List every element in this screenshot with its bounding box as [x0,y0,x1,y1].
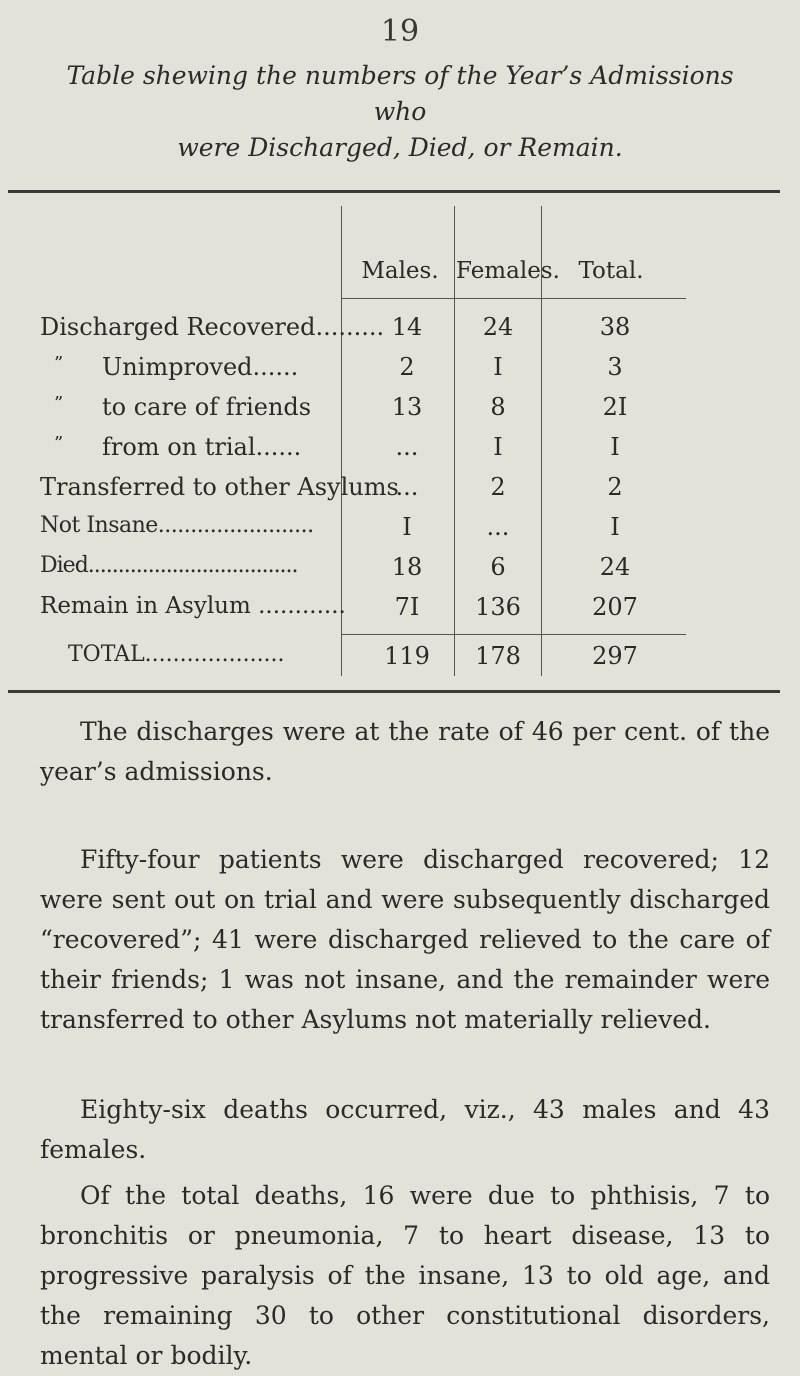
caption-line-2: were Discharged, Died, or Remain. [177,133,623,162]
paragraph-causes: Of the total deaths, 16 were due to phthisis, 7 to bronchitis or pneumonia, 7 to heart disease, 13 to progressive paralysis of the insane, 13 to old age, and the remaining 30 to other constitutional disorders, mental or bodily. [40,1181,770,1370]
ditto-mark: ” [54,393,64,414]
table-row [0,593,800,629]
row-label: to care of friends [102,393,312,421]
row-label: Not Insane........................ [40,513,314,538]
row-males: 18 [391,553,423,581]
row-females: ... [486,513,510,541]
table-row [0,353,800,389]
table-row [0,433,800,469]
header-total: Total. [578,258,644,284]
table-caption [40,58,760,166]
row-label: Discharged Recovered......... [40,313,385,341]
table-row [0,393,800,429]
row-label: Transferred to other Asylums [40,473,399,501]
total-row [0,642,800,678]
bottom-rule [8,690,780,693]
paragraph-discharge-rate: The discharges were at the rate of 46 per cent. of the year’s admissions. [40,717,770,786]
row-total: 2I [602,393,628,421]
total-females: 178 [475,642,521,670]
row-total: 2 [607,473,623,501]
table-row [0,313,800,349]
caption-line-1: Table shewing the numbers of the Year’s Admissions who [66,61,734,126]
row-males: ... [395,473,419,501]
row-total: 24 [599,553,631,581]
row-females: I [493,353,503,381]
row-females: 8 [490,393,506,421]
header-males: Males. [361,258,439,284]
table-row [0,473,800,509]
row-total: I [610,433,620,461]
row-females: 136 [475,593,521,621]
row-label: Died................................... [40,553,298,578]
table-row [0,553,800,589]
total-males: 119 [384,642,430,670]
header-rule [341,298,686,299]
row-females: 2 [490,473,506,501]
total-label: TOTAL.................... [68,642,285,667]
row-total: I [610,513,620,541]
row-males: ... [395,433,419,461]
row-total: 207 [592,593,638,621]
ditto-mark: ” [54,433,64,454]
row-males: 13 [391,393,423,421]
row-males: 2 [399,353,415,381]
row-label: Unimproved...... [102,353,299,381]
row-females: 6 [490,553,506,581]
header-females: Females. [456,258,560,284]
row-males: I [402,513,412,541]
paragraph-discharges: Fifty-four patients were discharged recovered; 12 were sent out on trial and were subsequently discharged “recovered”; 41 were discharged relieved to the care of their friends; 1 was not insane, and the remainder were transferred to other Asylums not materially relieved. [40,845,770,1034]
total-total: 297 [592,642,638,670]
total-rule [341,634,686,635]
row-females: 24 [482,313,514,341]
row-label: from on trial...... [102,433,302,461]
table-row [0,513,800,549]
row-total: 38 [599,313,631,341]
row-total: 3 [607,353,623,381]
paragraph-deaths: Eighty-six deaths occurred, viz., 43 males and 43 females. [40,1095,770,1164]
row-males: 14 [391,313,423,341]
row-males: 7I [394,593,420,621]
ditto-mark: ” [54,353,64,374]
top-rule [8,190,780,193]
row-females: I [493,433,503,461]
row-label: Remain in Asylum ............ [40,593,346,619]
page-number: 19 [380,14,420,49]
